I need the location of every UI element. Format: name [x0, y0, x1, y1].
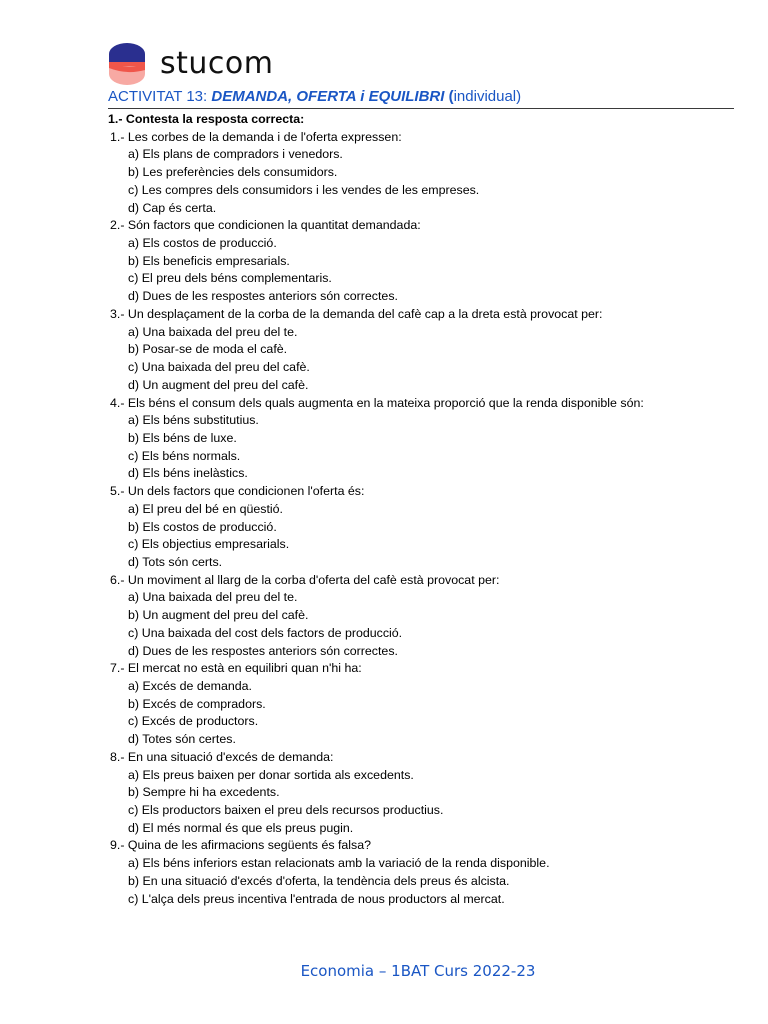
question-5-option-b: b) Els costos de producció. [128, 519, 277, 534]
question-8-option-b: b) Sempre hi ha excedents. [128, 785, 280, 800]
question-2-option-b: b) Els beneficis empresarials. [128, 253, 290, 268]
question-4: 4.- Els béns el consum dels quals augmenta en la mateixa proporció que la renda disponible són: [110, 395, 644, 410]
question-4-option-c: c) Els béns normals. [128, 448, 241, 463]
logo-text: stucom [160, 46, 274, 81]
footer: Economia – 1BAT Curs 2022-23 [300, 962, 536, 980]
question-7-option-a: a) Excés de demanda. [128, 679, 252, 693]
question-7-option-c: c) Excés de productors. [128, 714, 259, 729]
question-5: 5.- Un dels factors que condicionen l'oferta és: [110, 484, 365, 499]
question-2-option-d: d) Dues de les respostes anteriors són correctes. [128, 289, 398, 304]
question-9-option-b: b) En una situació d'excés d'oferta, la tendència dels preus és alcista. [128, 873, 510, 888]
question-7: 7.- El mercat no està en equilibri quan n'hi ha: [110, 661, 362, 676]
question-1-option-d: d) Cap és certa. [128, 200, 217, 215]
title-main: DEMANDA, OFERTA i EQUILIBRI [211, 88, 445, 105]
question-3-option-a: a) Una baixada del preu del te. [128, 324, 298, 339]
question-2-option-a: a) Els costos de producció. [128, 236, 277, 251]
question-3-option-b: b) Posar-se de moda el cafè. [128, 342, 288, 357]
question-3: 3.- Un desplaçament de la corba de la demanda del cafè cap a la dreta està provocat per: [110, 306, 603, 321]
question-1-option-b: b) Les preferències dels consumidors. [128, 165, 338, 180]
question-5-option-c: c) Els objectius empresarials. [128, 537, 290, 552]
question-1-option-c: c) Les compres dels consumidors i les vendes de les empreses. [128, 182, 480, 197]
question-8-option-c: c) Els productors baixen el preu dels recursos productius. [128, 803, 444, 818]
question-8: 8.- En una situació d'excés de demanda: [110, 749, 334, 764]
question-4-option-a: a) Els béns substitutius. [128, 413, 259, 428]
question-3-option-c: c) Una baixada del preu del cafè. [128, 360, 310, 375]
question-6-option-b: b) Un augment del preu del cafè. [128, 608, 309, 623]
stucom-logo-icon [108, 42, 146, 86]
question-7-option-d: d) Totes són certes. [128, 732, 236, 747]
question-5-option-d: d) Tots són certs. [128, 554, 223, 569]
question-5-option-a: a) El preu del bé en qüestió. [128, 501, 283, 516]
question-8-option-a: a) Els preus baixen per donar sortida als excedents. [128, 767, 414, 782]
question-1: 1.- Les corbes de la demanda i de l'oferta expressen: [110, 129, 402, 144]
question-8-option-d: d) El més normal és que els preus pugin. [128, 820, 354, 835]
question-2-option-c: c) El preu dels béns complementaris. [128, 271, 332, 286]
question-9-option-c: c) L'alça dels preus incentiva l'entrada de nous productors al mercat. [128, 891, 505, 906]
question-1-option-a: a) Els plans de compradors i venedors. [128, 147, 343, 162]
question-6-option-d: d) Dues de les respostes anteriors són correctes. [128, 643, 398, 658]
title-paren: ( [444, 88, 454, 105]
question-6-option-a: a) Una baixada del preu del te. [128, 590, 298, 605]
question-9: 9.- Quina de les afirmacions següents és falsa? [110, 838, 372, 853]
question-2: 2.- Són factors que condicionen la quantitat demandada: [110, 218, 421, 233]
question-4-option-d: d) Els béns inelàstics. [128, 466, 248, 481]
question-3-option-d: d) Un augment del preu del cafè. [128, 377, 309, 392]
question-7-option-b: b) Excés de compradors. [128, 696, 266, 711]
questions-container [108, 129, 748, 909]
section-instruction: 1.- Contesta la resposta correcta: [108, 112, 305, 126]
title-individual: individual) [453, 88, 522, 105]
question-4-option-b: b) Els béns de luxe. [128, 430, 237, 445]
activity-title [108, 88, 734, 109]
question-list [108, 111, 748, 908]
title-prefix: ACTIVITAT 13: [108, 88, 212, 105]
question-9-option-a: a) Els béns inferiors estan relacionats amb la variació de la renda disponible. [128, 856, 550, 871]
question-6-option-c: c) Una baixada del cost dels factors de producció. [128, 625, 403, 640]
question-6: 6.- Un moviment al llarg de la corba d'oferta del cafè està provocat per: [110, 572, 500, 587]
